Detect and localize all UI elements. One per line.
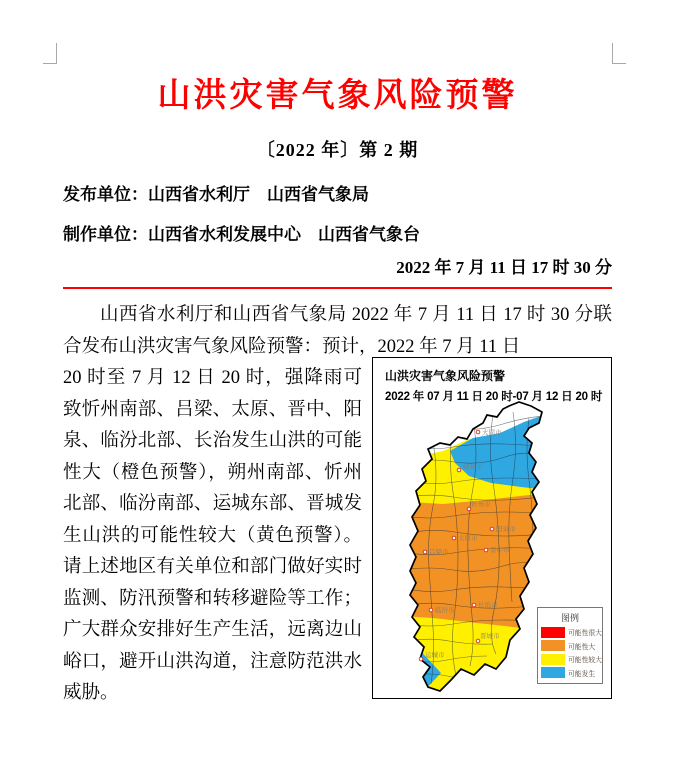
legend-title: 图例 [560,613,579,623]
producer-line [63,224,612,246]
red-divider [63,287,612,289]
city-marker-changzhi [472,603,476,607]
city-label-jinzhong: 晋中市 [490,547,510,554]
legend-row [541,667,599,678]
map-period: 2022 年 07 月 11 日 20 时-07 月 12 日 20 时 [385,391,603,403]
city-label-changzhi: 长治市 [478,602,498,609]
producer-value: 山西省水利发展中心 山西省气象台 [148,225,420,244]
map-title: 山洪灾害气象风险预警 [385,369,506,383]
publisher-line [63,184,612,206]
legend-swatch-red [541,627,565,638]
city-label-datong: 大同市 [482,429,502,437]
body-paragraph-continued: 20 时至 7 月 12 日 20 时，强降雨可致忻州南部、吕梁、太原、晋中、阳泉、临汾北部、长治发生山洪的可能性大（橙色预警），朔州南部、忻州北部、临汾南部、运城东部、晋城发生山洪的可能性较大（黄色预警）。请上述地区有关单位和部门做好实时监测、防汛预警和转移避险等工作；广大群众安排好生产生活，远离边山峪口，避开山洪沟道，注意防范洪水威胁。 [63,368,362,703]
legend-row [541,654,602,665]
legend-swatch-yellow [541,654,565,665]
city-label-yangquan: 阳泉市 [496,526,516,533]
text-boundary-mark-left [43,43,57,64]
body-with-map-row [63,363,612,710]
body-paragraph: 山西省水利厅和山西省气象局 2022 年 7 月 11 日 17 时 30 分联合发布山洪灾害气象风险预警：预计，2022 年 7 月 11 日 [63,305,612,357]
publisher-value: 山西省水利厅 山西省气象局 [148,185,369,204]
city-marker-jinzhong [484,548,488,552]
page-title: 山洪灾害气象风险预警 [157,78,518,114]
legend-label-orange: 可能性大 [568,643,596,651]
city-marker-linfen [429,608,433,612]
legend-row [541,640,599,651]
legend-swatch-blue [541,667,565,678]
publisher-label: 发布单位： [63,185,148,204]
city-label-lvliang: 吕梁市 [429,549,449,556]
city-label-taiyuan: 太原市 [458,535,478,542]
producer-label: 制作单位： [63,225,148,244]
city-marker-yuncheng [419,657,423,661]
map-legend [537,607,603,684]
city-label-yuncheng: 运城市 [425,652,445,659]
issue-number: 〔2022 年〕第 2 期 [256,140,419,160]
city-marker-taiyuan [452,536,456,540]
city-marker-lvliang [423,550,427,554]
text-boundary-mark-right [612,43,626,64]
legend-label-blue: 可能发生 [568,670,596,678]
city-label-linfen: 临汾市 [435,607,455,614]
legend-label-yellow: 可能性较大 [568,657,602,664]
city-marker-yangquan [490,527,494,531]
flood-risk-map [372,357,612,699]
city-label-xinzhou: 忻州市 [471,501,491,508]
city-marker-datong [476,430,480,434]
legend-row [541,627,602,638]
issue-datetime: 2022 年 7 月 11 日 17 时 30 分 [396,258,612,277]
legend-label-red: 可能性很大 [568,630,602,637]
city-label-shuozhou: 朔州市 [463,464,483,471]
city-marker-shuozhou [457,468,461,472]
legend-swatch-orange [541,640,565,651]
city-label-jincheng: 晋城市 [480,633,500,640]
